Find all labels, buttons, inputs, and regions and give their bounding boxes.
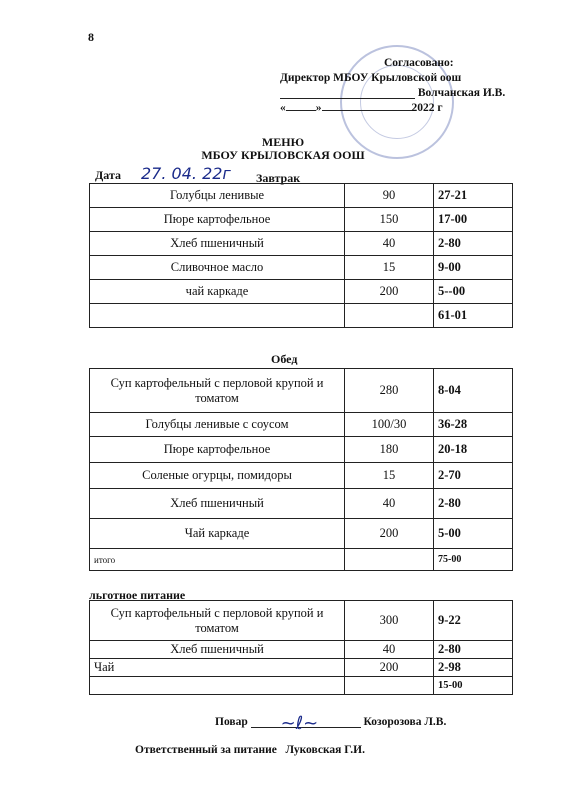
table-total-row (90, 304, 513, 328)
approval-line-2: Директор МБОУ Крыловской оош (280, 72, 462, 84)
lunch-total: 75-00 (434, 549, 513, 571)
lunch-label: Обед (271, 352, 298, 366)
breakfast-label: Завтрак (256, 171, 301, 185)
director-name: Волчанская И.В. (417, 87, 506, 99)
benefit-label: льготное питание (89, 588, 186, 602)
cook-label: Повар (215, 716, 248, 728)
table-row: Суп картофельный с перловой крупой и томатом 300 9-22 (90, 601, 513, 641)
date-row (95, 164, 261, 184)
page-number: 8 (88, 30, 94, 44)
breakfast-table (89, 183, 513, 328)
approval-line-4: « » 2022 г (280, 102, 443, 114)
date-label: Дата (95, 168, 121, 182)
table-row: Чай каркаде 200 5-00 (90, 519, 513, 549)
table-total-row (90, 549, 513, 571)
handwritten-signature: ~ℓ~ (280, 713, 319, 734)
date-value: 27. 04. 22г (121, 164, 261, 184)
responsible-name: Луковская Г.И. (285, 744, 365, 756)
breakfast-total: 61-01 (434, 304, 513, 328)
table-row: Чай 200 2-98 (90, 659, 513, 677)
table-row: Соленые огурцы, помидоры 15 2-70 (90, 463, 513, 489)
lunch-total-label: итого (90, 549, 345, 571)
table-total-row (90, 677, 513, 695)
approval-line-1: Согласовано: (384, 57, 454, 69)
menu-title (0, 135, 566, 161)
approval-line-3 (280, 87, 510, 102)
cook-name: Козорозова Л.В. (363, 716, 447, 728)
cook-signature (215, 713, 447, 734)
responsible-signature (135, 744, 365, 756)
table-row: Сливочное масло 15 9-00 (90, 256, 513, 280)
lunch-table (89, 368, 513, 571)
table-row: Хлеб пшеничный 40 2-80 (90, 232, 513, 256)
table-row: Голубцы ленивые 90 27-21 (90, 184, 513, 208)
approval-block (280, 57, 510, 117)
responsible-label: Ответственный за питание (135, 744, 277, 756)
approval-year: 2022 г (411, 102, 443, 114)
table-row: Пюре картофельное 150 17-00 (90, 208, 513, 232)
benefit-total: 15-00 (434, 677, 513, 695)
table-row: Голубцы ленивые с соусом 100/30 36-28 (90, 413, 513, 437)
benefit-table (89, 600, 513, 695)
table-row: Хлеб пшеничный 40 2-80 (90, 641, 513, 659)
menu-title-line-1: МЕНЮ (261, 135, 305, 149)
table-row: чай каркаде 200 5--00 (90, 280, 513, 304)
table-row: Хлеб пшеничный 40 2-80 (90, 489, 513, 519)
table-row: Суп картофельный с перловой крупой и томатом 280 8-04 (90, 369, 513, 413)
table-row: Пюре картофельное 180 20-18 (90, 437, 513, 463)
menu-title-line-2: МБОУ КРЫЛОВСКАЯ ООШ (201, 148, 365, 162)
